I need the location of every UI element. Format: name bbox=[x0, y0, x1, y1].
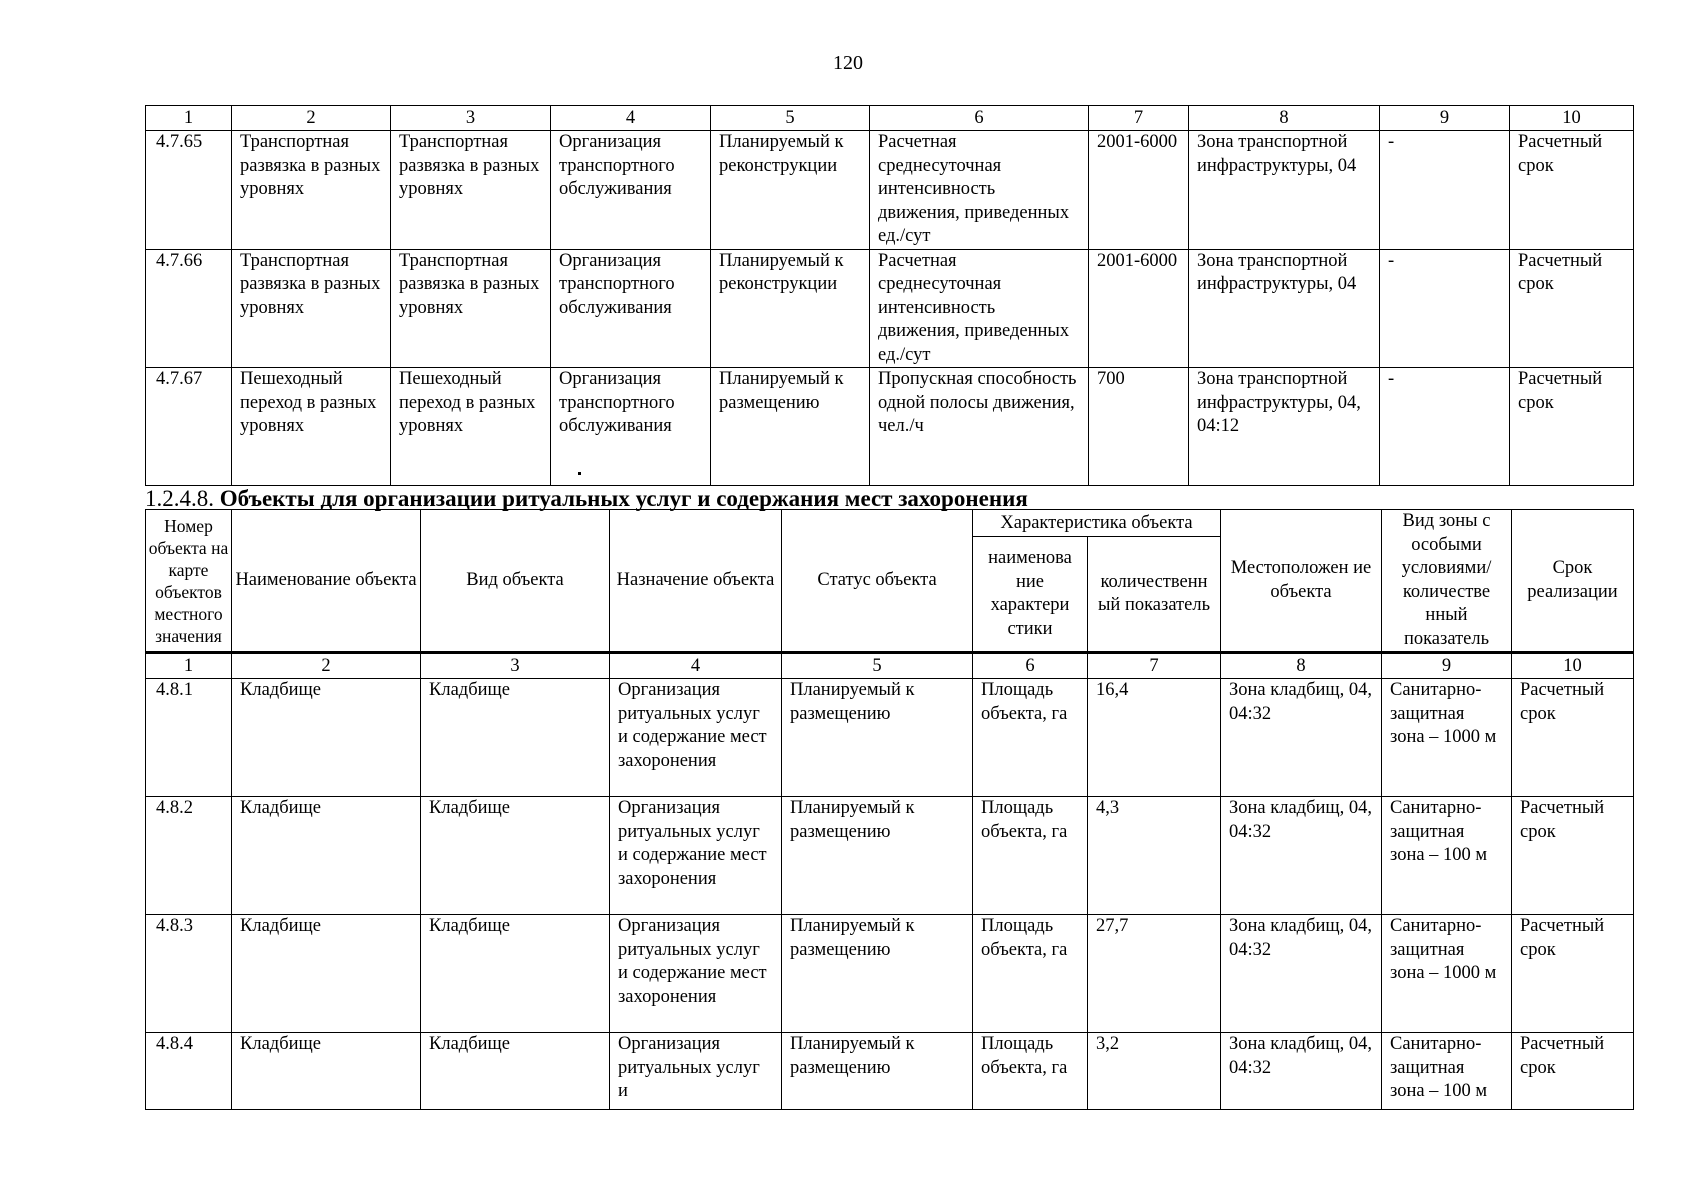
zone-cell: - bbox=[1380, 368, 1510, 486]
object-status-cell: Планируемый к размещению bbox=[782, 797, 973, 915]
object-purpose-cell: Организация ритуальных услуг и содержание мест захоронения bbox=[610, 915, 782, 1033]
column-number: 7 bbox=[1089, 106, 1189, 131]
term-cell: Расчетный срок bbox=[1512, 679, 1634, 797]
object-status-cell: Планируемый к размещению bbox=[711, 368, 870, 486]
header-object-purpose: Назначение объекта bbox=[610, 510, 782, 653]
column-number-row bbox=[146, 653, 1634, 679]
zone-cell: Санитарно-защитная зона – 100 м bbox=[1382, 1033, 1512, 1110]
header-object-number: Номер объекта на карте объектов местного значения bbox=[146, 510, 232, 653]
column-number: 9 bbox=[1382, 653, 1512, 679]
column-number: 8 bbox=[1189, 106, 1380, 131]
header-object-name: Наименование объекта bbox=[232, 510, 421, 653]
object-purpose-cell: Организация транспортного обслуживания bbox=[551, 368, 711, 486]
column-number: 10 bbox=[1510, 106, 1634, 131]
characteristic-value-cell: 2001-6000 bbox=[1089, 131, 1189, 250]
characteristic-value-cell: 27,7 bbox=[1088, 915, 1221, 1033]
header-term: Срок реализации bbox=[1512, 510, 1634, 653]
column-number: 6 bbox=[973, 653, 1088, 679]
column-number: 8 bbox=[1221, 653, 1382, 679]
table-row bbox=[146, 679, 1634, 797]
object-type-cell: Кладбище bbox=[421, 1033, 610, 1110]
location-cell: Зона транспортной инфраструктуры, 04 bbox=[1189, 131, 1380, 250]
column-number: 9 bbox=[1380, 106, 1510, 131]
characteristic-value-cell: 16,4 bbox=[1088, 679, 1221, 797]
table-row bbox=[146, 249, 1634, 368]
object-type-cell: Кладбище bbox=[421, 679, 610, 797]
column-number: 3 bbox=[391, 106, 551, 131]
object-name-cell: Кладбище bbox=[232, 915, 421, 1033]
location-cell: Зона транспортной инфраструктуры, 04 bbox=[1189, 249, 1380, 368]
table-row bbox=[146, 915, 1634, 1033]
object-number-cell: 4.7.66 bbox=[146, 249, 232, 368]
header-location: Местоположен ие объекта bbox=[1221, 510, 1382, 653]
location-cell: Зона транспортной инфраструктуры, 04, 04:12 bbox=[1189, 368, 1380, 486]
column-number: 7 bbox=[1088, 653, 1221, 679]
zone-cell: Санитарно-защитная зона – 1000 м bbox=[1382, 915, 1512, 1033]
zone-cell: Санитарно-защитная зона – 100 м bbox=[1382, 797, 1512, 915]
object-purpose-cell: Организация ритуальных услуг и содержание мест захоронения bbox=[610, 797, 782, 915]
transport-objects-table bbox=[145, 105, 1634, 486]
characteristic-value-cell: 3,2 bbox=[1088, 1033, 1221, 1110]
table-row bbox=[146, 368, 1634, 486]
table-row bbox=[146, 797, 1634, 915]
column-number: 1 bbox=[146, 653, 232, 679]
header-characteristic-name: наименова ние характери стики bbox=[973, 537, 1088, 653]
object-type-cell: Кладбище bbox=[421, 797, 610, 915]
object-name-cell: Кладбище bbox=[232, 797, 421, 915]
object-type-cell: Пешеходный переход в разных уровнях bbox=[391, 368, 551, 486]
object-purpose-cell: Организация транспортного обслуживания bbox=[551, 249, 711, 368]
column-number: 2 bbox=[232, 106, 391, 131]
object-type-cell: Кладбище bbox=[421, 915, 610, 1033]
object-purpose-cell: Организация ритуальных услуг и bbox=[610, 1033, 782, 1110]
column-number: 1 bbox=[146, 106, 232, 131]
object-number-cell: 4.7.65 bbox=[146, 131, 232, 250]
term-cell: Расчетный срок bbox=[1510, 131, 1634, 250]
column-number: 4 bbox=[610, 653, 782, 679]
ritual-objects-table bbox=[145, 509, 1634, 1110]
object-number-cell: 4.8.2 bbox=[146, 797, 232, 915]
header-object-status: Статус объекта bbox=[782, 510, 973, 653]
term-cell: Расчетный срок bbox=[1512, 915, 1634, 1033]
characteristic-value-cell: 700 bbox=[1089, 368, 1189, 486]
table-row bbox=[146, 1033, 1634, 1110]
header-row bbox=[146, 510, 1634, 537]
object-name-cell: Кладбище bbox=[232, 1033, 421, 1110]
characteristic-value-cell: 2001-6000 bbox=[1089, 249, 1189, 368]
column-number: 2 bbox=[232, 653, 421, 679]
zone-cell: - bbox=[1380, 131, 1510, 250]
object-number-cell: 4.7.67 bbox=[146, 368, 232, 486]
location-cell: Зона кладбищ, 04, 04:32 bbox=[1221, 1033, 1382, 1110]
object-number-cell: 4.8.1 bbox=[146, 679, 232, 797]
object-purpose-cell: Организация ритуальных услуг и содержание мест захоронения bbox=[610, 679, 782, 797]
object-number-cell: 4.8.4 bbox=[146, 1033, 232, 1110]
characteristic-name-cell: Расчетная среднесуточная интенсивность движения, приведенных ед./сут bbox=[870, 131, 1089, 250]
characteristic-name-cell: Площадь объекта, га bbox=[973, 915, 1088, 1033]
object-status-cell: Планируемый к реконструкции bbox=[711, 249, 870, 368]
column-number: 6 bbox=[870, 106, 1089, 131]
term-cell: Расчетный срок bbox=[1512, 797, 1634, 915]
term-cell: Расчетный срок bbox=[1512, 1033, 1634, 1110]
characteristic-value-cell: 4,3 bbox=[1088, 797, 1221, 915]
header-characteristic-value: количественн ый показатель bbox=[1088, 537, 1221, 653]
object-number-cell: 4.8.3 bbox=[146, 915, 232, 1033]
object-type-cell: Транспортная развязка в разных уровнях bbox=[391, 249, 551, 368]
characteristic-name-cell: Площадь объекта, га bbox=[973, 1033, 1088, 1110]
stray-dot bbox=[578, 472, 581, 475]
object-name-cell: Транспортная развязка в разных уровнях bbox=[232, 131, 391, 250]
object-status-cell: Планируемый к размещению bbox=[782, 1033, 973, 1110]
term-cell: Расчетный срок bbox=[1510, 368, 1634, 486]
location-cell: Зона кладбищ, 04, 04:32 bbox=[1221, 915, 1382, 1033]
section-title: Объекты для организации ритуальных услуг и содержания мест захоронения bbox=[219, 486, 1028, 511]
object-type-cell: Транспортная развязка в разных уровнях bbox=[391, 131, 551, 250]
header-characteristic-group: Характеристика объекта bbox=[973, 510, 1221, 537]
object-purpose-cell: Организация транспортного обслуживания bbox=[551, 131, 711, 250]
column-number: 5 bbox=[711, 106, 870, 131]
characteristic-name-cell: Пропускная способность одной полосы движения, чел./ч bbox=[870, 368, 1089, 486]
page-number: 120 bbox=[833, 52, 863, 74]
location-cell: Зона кладбищ, 04, 04:32 bbox=[1221, 797, 1382, 915]
column-number-row bbox=[146, 106, 1634, 131]
header-zone: Вид зоны с особыми условиями/ количестве нный показатель bbox=[1382, 510, 1512, 653]
characteristic-name-cell: Площадь объекта, га bbox=[973, 797, 1088, 915]
object-name-cell: Транспортная развязка в разных уровнях bbox=[232, 249, 391, 368]
section-number: 1.2.4.8. bbox=[145, 486, 214, 511]
column-number: 10 bbox=[1512, 653, 1634, 679]
location-cell: Зона кладбищ, 04, 04:32 bbox=[1221, 679, 1382, 797]
term-cell: Расчетный срок bbox=[1510, 249, 1634, 368]
object-status-cell: Планируемый к размещению bbox=[782, 915, 973, 1033]
object-status-cell: Планируемый к реконструкции bbox=[711, 131, 870, 250]
object-name-cell: Кладбище bbox=[232, 679, 421, 797]
column-number: 3 bbox=[421, 653, 610, 679]
characteristic-name-cell: Площадь объекта, га bbox=[973, 679, 1088, 797]
header-object-type: Вид объекта bbox=[421, 510, 610, 653]
zone-cell: Санитарно-защитная зона – 1000 м bbox=[1382, 679, 1512, 797]
object-name-cell: Пешеходный переход в разных уровнях bbox=[232, 368, 391, 486]
column-number: 5 bbox=[782, 653, 973, 679]
table-row bbox=[146, 131, 1634, 250]
object-status-cell: Планируемый к размещению bbox=[782, 679, 973, 797]
zone-cell: - bbox=[1380, 249, 1510, 368]
characteristic-name-cell: Расчетная среднесуточная интенсивность движения, приведенных ед./сут bbox=[870, 249, 1089, 368]
column-number: 4 bbox=[551, 106, 711, 131]
